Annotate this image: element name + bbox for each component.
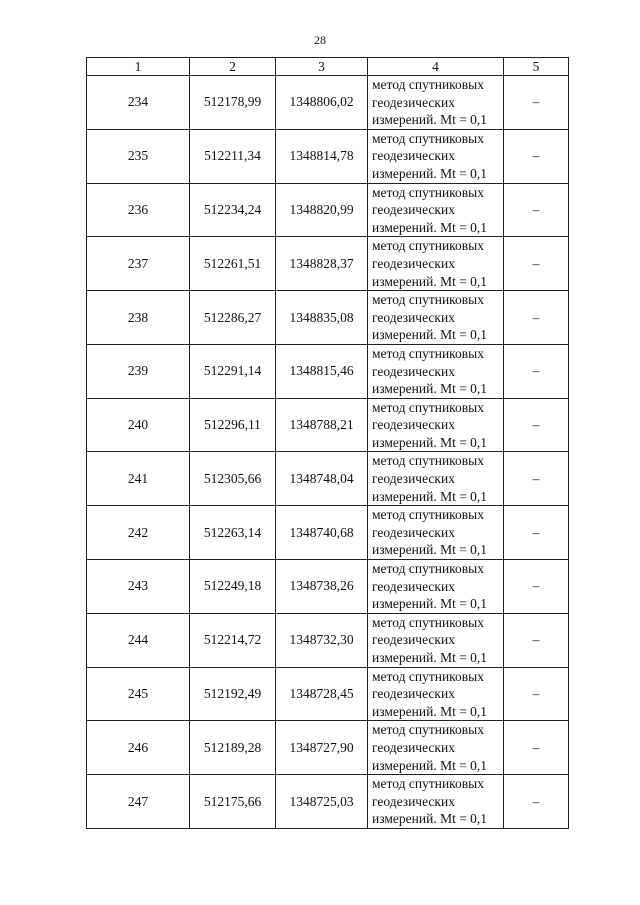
point-number-cell: 240 [87,398,190,452]
point-number-cell: 236 [87,183,190,237]
method-line: геодезических [372,148,455,164]
method-cell [368,291,504,345]
method-line: метод спутниковых [372,292,484,308]
method-line: геодезических [372,309,455,325]
note-cell: – [504,76,569,130]
note-cell: – [504,560,569,614]
point-number-cell: 246 [87,721,190,775]
header-col-2: 2 [190,58,276,76]
method-cell [368,613,504,667]
method-line: измерений. Mt = 0,1 [372,327,488,343]
y-coordinate-cell: 1348748,04 [276,452,368,506]
method-cell [368,506,504,560]
method-cell [368,237,504,291]
y-coordinate-cell: 1348727,90 [276,721,368,775]
method-line: измерений. Mt = 0,1 [372,650,488,665]
note-cell: – [504,129,569,183]
table-row [87,398,569,452]
note-cell: – [504,775,569,829]
x-coordinate-cell: 512178,99 [190,76,276,130]
point-number-cell: 235 [87,129,190,183]
note-cell: – [504,291,569,345]
y-coordinate-cell: 1348828,37 [276,237,368,291]
page-number: 28 [314,33,326,47]
y-coordinate-cell: 1348835,08 [276,291,368,345]
table-row [87,506,569,560]
method-line: измерений. Mt = 0,1 [372,542,488,558]
y-coordinate-cell: 1348820,99 [276,183,368,237]
table-row [87,613,569,667]
table-row [87,183,569,237]
table-row [87,667,569,721]
method-line: метод спутниковых [372,184,484,200]
x-coordinate-cell: 512175,66 [190,775,276,829]
method-line: измерений. Mt = 0,1 [372,703,488,719]
method-line: измерений. Mt = 0,1 [372,434,488,450]
method-line: геодезических [372,524,455,540]
table-row [87,452,569,506]
table-row [87,775,569,829]
method-cell [368,129,504,183]
method-line: измерений. Mt = 0,1 [372,219,488,235]
method-line: геодезических [372,793,455,809]
method-cell [368,344,504,398]
note-cell: – [504,613,569,667]
method-line: метод спутниковых [372,561,484,577]
table-row [87,76,569,130]
method-line: метод спутниковых [372,345,484,361]
y-coordinate-cell: 1348815,46 [276,344,368,398]
x-coordinate-cell: 512263,14 [190,506,276,560]
method-line: геодезических [372,363,455,379]
y-coordinate-cell: 1348728,45 [276,667,368,721]
method-line: геодезических [372,686,455,702]
note-cell: – [504,344,569,398]
table-row [87,129,569,183]
x-coordinate-cell: 512296,11 [190,398,276,452]
table-row [87,291,569,345]
x-coordinate-cell: 512291,14 [190,344,276,398]
method-cell [368,560,504,614]
method-line: измерений. Mt = 0,1 [372,488,488,504]
point-number-cell: 242 [87,506,190,560]
note-cell: – [504,721,569,775]
method-line: геодезических [372,202,455,218]
method-line: геодезических [372,739,455,755]
y-coordinate-cell: 1348788,21 [276,398,368,452]
x-coordinate-cell: 512305,66 [190,452,276,506]
method-line: геодезических [372,94,455,110]
method-line: метод спутниковых [372,77,484,92]
header-col-3: 3 [276,58,368,76]
y-coordinate-cell: 1348725,03 [276,775,368,829]
y-coordinate-cell: 1348732,30 [276,613,368,667]
point-number-cell: 238 [87,291,190,345]
x-coordinate-cell: 512249,18 [190,560,276,614]
point-number-cell: 247 [87,775,190,829]
x-coordinate-cell: 512192,49 [190,667,276,721]
y-coordinate-cell: 1348814,78 [276,129,368,183]
method-cell [368,452,504,506]
method-cell [368,183,504,237]
table-row [87,721,569,775]
method-line: метод спутниковых [372,776,484,792]
method-line: измерений. Mt = 0,1 [372,596,488,612]
header-col-5: 5 [504,58,569,76]
method-line: метод спутниковых [372,399,484,415]
table-row [87,344,569,398]
method-cell [368,667,504,721]
method-line: метод спутниковых [372,722,484,738]
note-cell: – [504,398,569,452]
method-cell [368,398,504,452]
note-cell: – [504,667,569,721]
method-cell [368,775,504,829]
method-line: метод спутниковых [372,614,484,630]
table-row [87,560,569,614]
method-line: измерений. Mt = 0,1 [372,381,488,397]
method-line: геодезических [372,471,455,487]
method-line: измерений. Mt = 0,1 [372,811,488,827]
table-row [87,237,569,291]
x-coordinate-cell: 512286,27 [190,291,276,345]
method-cell [368,721,504,775]
method-line: измерений. Mt = 0,1 [372,757,488,773]
point-number-cell: 239 [87,344,190,398]
method-line: измерений. Mt = 0,1 [372,273,488,289]
method-line: метод спутниковых [372,130,484,146]
note-cell: – [504,506,569,560]
x-coordinate-cell: 512211,34 [190,129,276,183]
method-line: геодезических [372,417,455,433]
method-line: метод спутниковых [372,507,484,523]
point-number-cell: 237 [87,237,190,291]
y-coordinate-cell: 1348740,68 [276,506,368,560]
table-body [87,76,569,829]
point-number-cell: 234 [87,76,190,130]
y-coordinate-cell: 1348806,02 [276,76,368,130]
method-line: измерений. Mt = 0,1 [372,165,488,181]
header-col-1: 1 [87,58,190,76]
table-header [87,58,569,76]
x-coordinate-cell: 512234,24 [190,183,276,237]
header-row [87,58,569,76]
note-cell: – [504,452,569,506]
method-line: метод спутниковых [372,453,484,469]
note-cell: – [504,237,569,291]
method-line: геодезических [372,632,455,648]
method-line: геодезических [372,255,455,271]
point-number-cell: 241 [87,452,190,506]
x-coordinate-cell: 512214,72 [190,613,276,667]
header-col-4: 4 [368,58,504,76]
x-coordinate-cell: 512261,51 [190,237,276,291]
method-line: измерений. Mt = 0,1 [372,112,488,128]
method-line: геодезических [372,578,455,594]
coordinates-table [86,57,569,829]
point-number-cell: 245 [87,667,190,721]
note-cell: – [504,183,569,237]
point-number-cell: 243 [87,560,190,614]
method-cell [368,76,504,130]
method-line: метод спутниковых [372,668,484,684]
method-line: метод спутниковых [372,238,484,254]
point-number-cell: 244 [87,613,190,667]
y-coordinate-cell: 1348738,26 [276,560,368,614]
x-coordinate-cell: 512189,28 [190,721,276,775]
